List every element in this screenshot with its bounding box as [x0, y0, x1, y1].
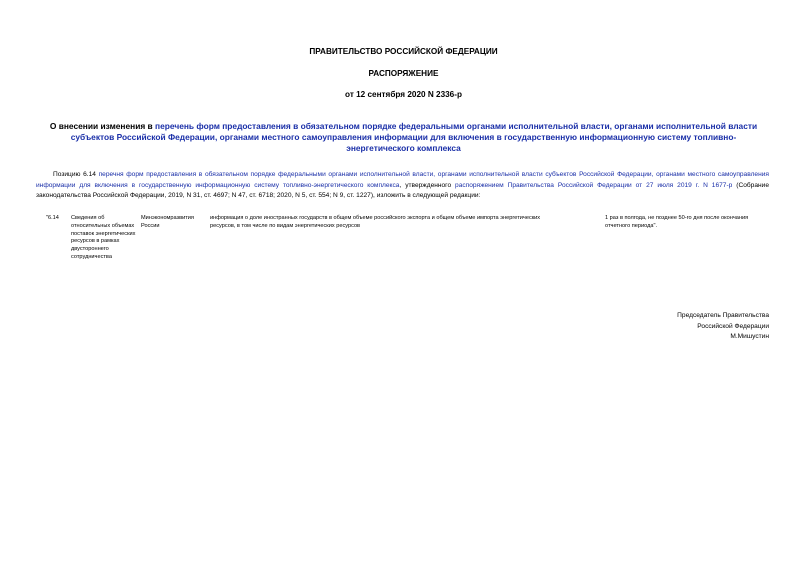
- signature-line-1: Председатель Правительства: [677, 312, 769, 319]
- para-end: (Собрание законодательства Российской Федерации, 2019, N 31, ст. 4697; N 47, ст. 6718; 2020, N 5, ст. 554; N 9, ст. 1227), изложить в следующей редакции:: [36, 181, 769, 200]
- row-description: информация о доле иностранных государств в общем объеме российского экспорта и общем объеме импорта энергетических ресурсов, в том числе по видам энергетических ресурсов: [210, 215, 541, 229]
- order-link[interactable]: распоряжением Правительства Российской Федерации от 27 июля 2019 г. N 1677-р: [455, 181, 733, 189]
- row-name: Сведения об относительных объемах поставок энергетических ресурсов в рамках двустороннего сотрудничества: [71, 215, 136, 260]
- signature-block: [677, 311, 769, 343]
- title-link[interactable]: перечень форм предоставления в обязательном порядке федеральными органами исполнительной власти, органами исполнительной власти субъектов Российской Федерации, органами местного самоуправления информации для включения в государственную информационную систему топливно-энергетического комплекса: [70, 121, 758, 153]
- signature-line-2: Российской Федерации: [697, 322, 769, 330]
- para-start: Позицию 6.14: [53, 171, 99, 178]
- document-type: РАСПОРЯЖЕНИЕ: [368, 69, 439, 78]
- row-number: "6.14: [46, 215, 59, 221]
- table-row: [0, 215, 807, 295]
- signature-name: М.Мишустин: [730, 333, 769, 341]
- row-organization: Минэкономразвития России: [141, 215, 194, 229]
- government-header: ПРАВИТЕЛЬСТВО РОССИЙСКОЙ ФЕДЕРАЦИИ: [309, 47, 498, 56]
- list-link[interactable]: перечня форм предоставления в обязательном порядке федеральными органами исполнительной власти, органами исполнительной власти субъектов Российской Федерации, органами местного самоуправления информации для включения в государственную информационную систему топливно-энергетического комплекса: [36, 171, 769, 189]
- document-title: [40, 121, 767, 154]
- title-prefix: О внесении изменения в: [49, 121, 156, 131]
- document-date-number: от 12 сентября 2020 N 2336-р: [345, 90, 462, 99]
- body-paragraph: [36, 170, 769, 202]
- row-frequency: 1 раз в полгода, не позднее 50-го дня после окончания отчетного периода".: [605, 215, 749, 229]
- para-mid: , утвержденного: [399, 181, 456, 189]
